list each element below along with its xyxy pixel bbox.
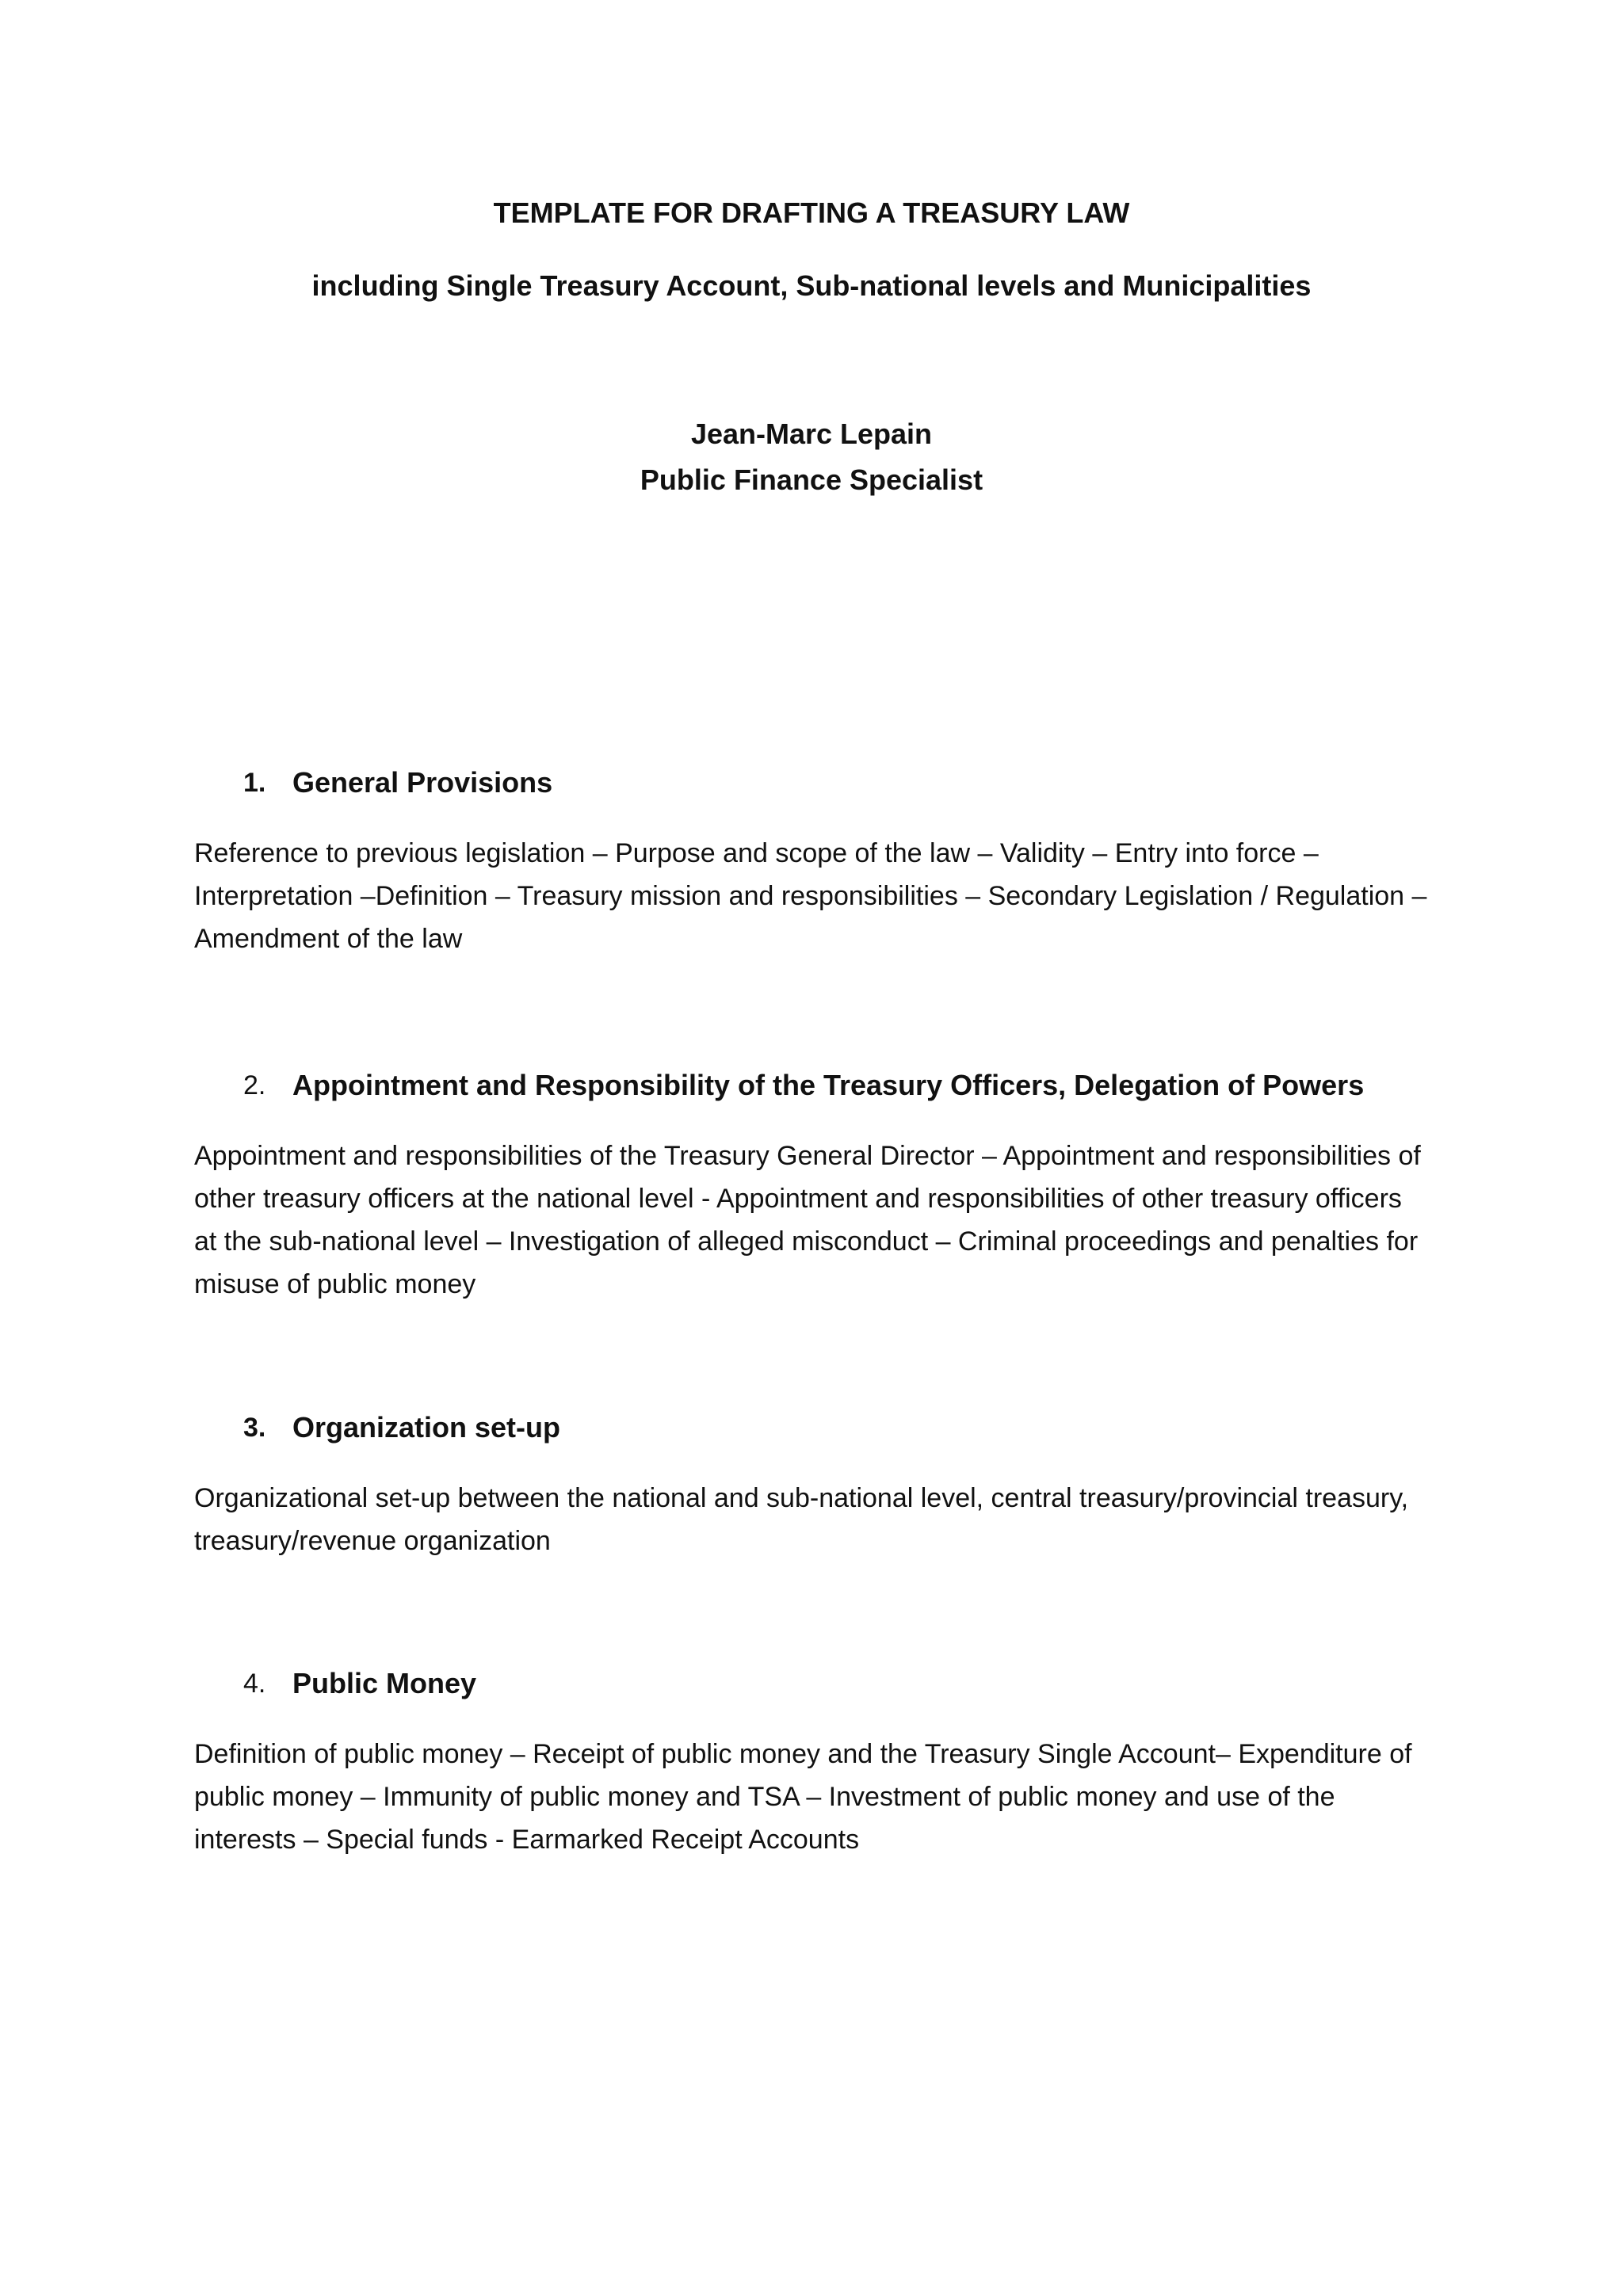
section-heading <box>194 1066 1462 1105</box>
section-body: Organizational set-up between the national and sub-national level, central treasury/provincial treasury, treasury/revenue organization <box>194 1483 1409 1556</box>
author-name: Jean-Marc Lepain <box>690 418 933 450</box>
section-public-money <box>194 1664 1462 1861</box>
section-heading <box>194 763 1462 803</box>
section-title: General Provisions <box>292 766 553 799</box>
section-number: 3. <box>243 1413 266 1443</box>
document-subtitle: including Single Treasury Account, Sub-national levels and Municipalities <box>311 269 1312 302</box>
section-appointment-responsibility <box>194 1066 1462 1306</box>
author-role: Public Finance Specialist <box>640 463 983 496</box>
section-heading <box>194 1408 1462 1447</box>
section-general-provisions <box>194 763 1462 960</box>
section-number: 4. <box>243 1669 266 1699</box>
section-heading <box>194 1664 1462 1703</box>
section-number: 2. <box>243 1070 266 1100</box>
section-body: Appointment and responsibilities of the Treasury General Director – Appointment and responsibilities of other treasury officers at the national level - Appointment and responsibilities of other treasury officers at the sub-national level – Investigation of alleged misconduct – Criminal proceedings and penalties for misuse of public money <box>194 1141 1421 1299</box>
document-title: TEMPLATE FOR DRAFTING A TREASURY LAW <box>493 196 1130 229</box>
section-body: Definition of public money – Receipt of public money and the Treasury Single Account– Expenditure of public money – Immunity of public money and TSA – Investment of public money and use of the interests – Special funds - Earmarked Receipt Accounts <box>194 1739 1412 1855</box>
section-title: Appointment and Responsibility of the Treasury Officers, Delegation of Powers <box>292 1069 1365 1101</box>
section-title: Public Money <box>292 1667 477 1699</box>
section-organization-setup <box>194 1408 1462 1562</box>
section-body: Reference to previous legislation – Purpose and scope of the law – Validity – Entry into force – Interpretation –Definition – Treasury mission and responsibilities – Secondary Legislation / Regulation – Amendment of the law <box>194 838 1427 954</box>
section-title: Organization set-up <box>292 1411 561 1444</box>
section-number: 1. <box>243 768 266 798</box>
